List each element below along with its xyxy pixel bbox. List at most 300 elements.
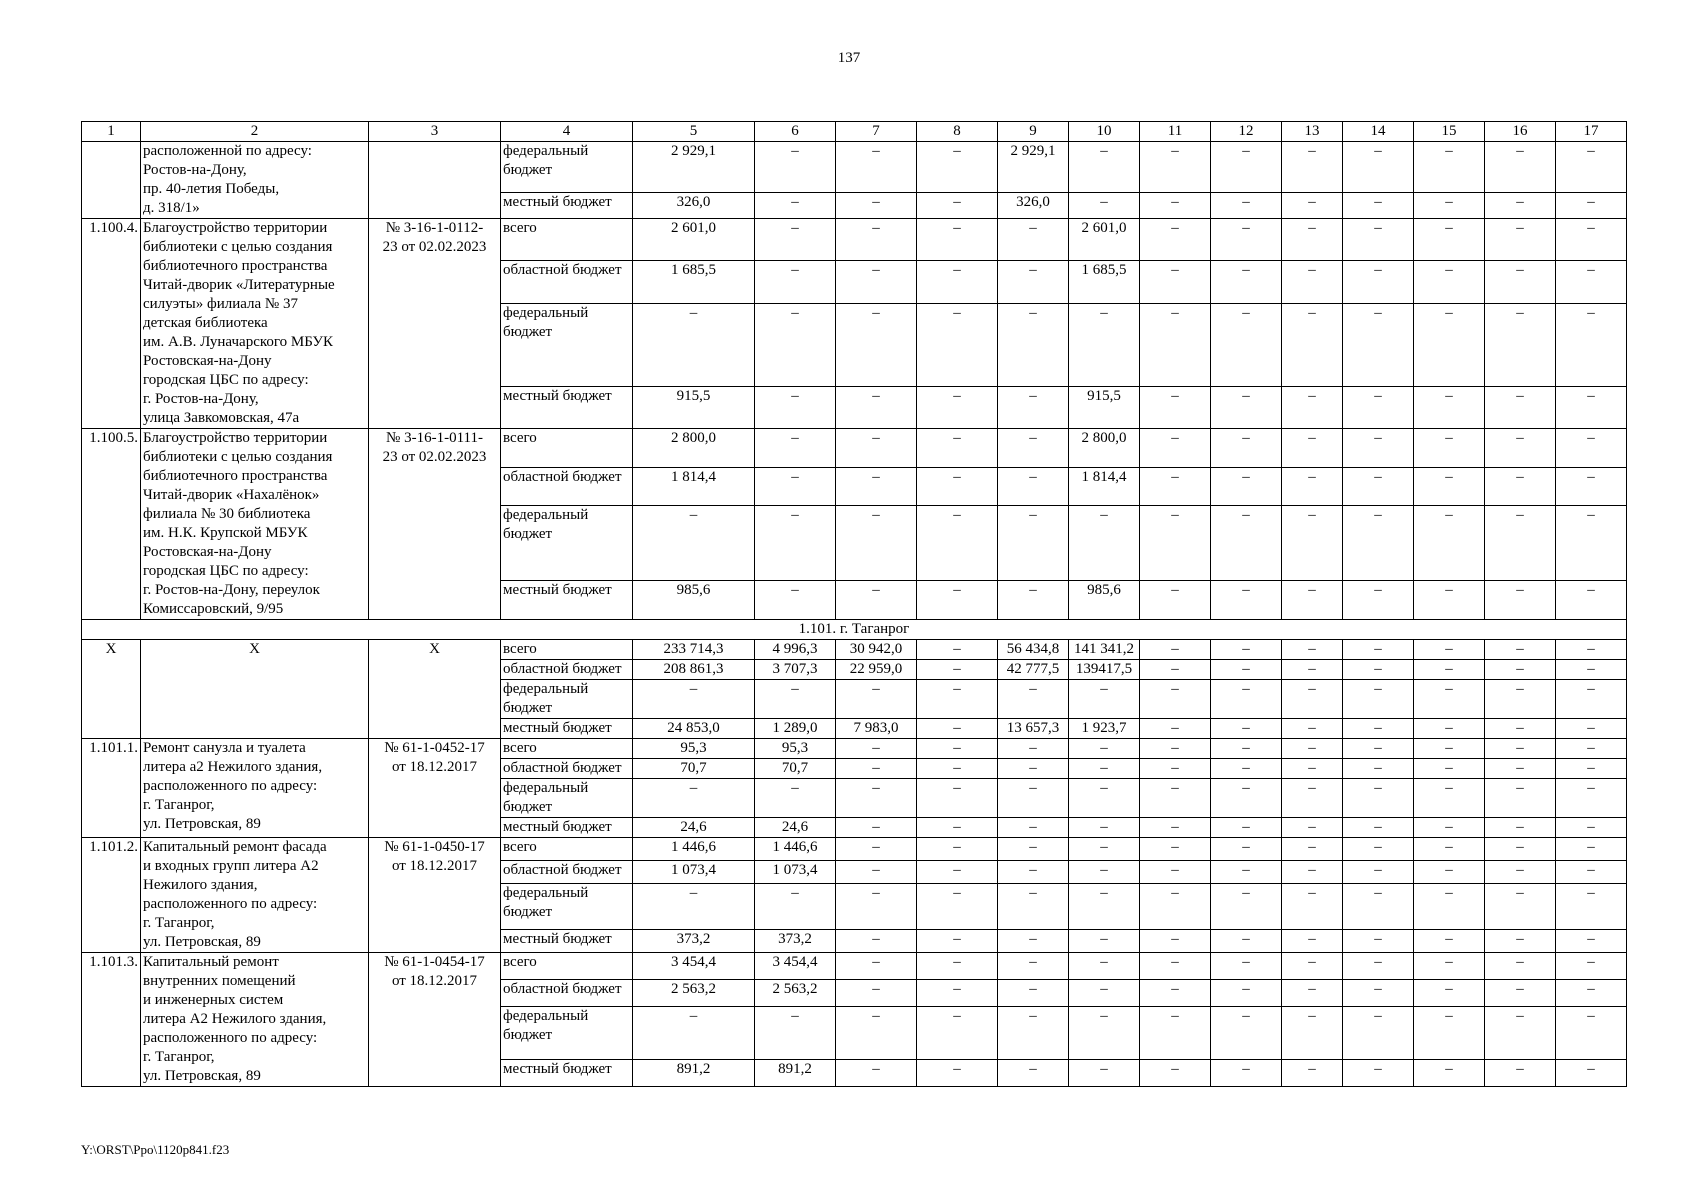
- value-cell: –: [1211, 759, 1282, 779]
- column-header: 10: [1069, 122, 1140, 142]
- funding-source: федеральный бюджет: [501, 884, 633, 929]
- value-cell: –: [1140, 429, 1211, 468]
- value-cell: –: [836, 386, 917, 428]
- value-cell: –: [1282, 192, 1343, 218]
- document-number: Х: [369, 640, 501, 739]
- value-cell: –: [1343, 739, 1414, 759]
- value-cell: –: [836, 779, 917, 818]
- value-cell: –: [1556, 142, 1627, 193]
- value-cell: –: [917, 759, 998, 779]
- column-header: 5: [633, 122, 755, 142]
- value-cell: –: [998, 953, 1069, 980]
- value-cell: –: [1414, 386, 1485, 428]
- value-cell: –: [917, 719, 998, 739]
- value-cell: 1 685,5: [633, 261, 755, 303]
- value-cell: –: [1485, 261, 1556, 303]
- value-cell: 141 341,2: [1069, 640, 1140, 660]
- value-cell: 233 714,3: [633, 640, 755, 660]
- value-cell: –: [1414, 660, 1485, 680]
- value-cell: –: [1485, 884, 1556, 929]
- value-cell: –: [1282, 861, 1343, 884]
- value-cell: –: [1485, 142, 1556, 193]
- value-cell: –: [917, 506, 998, 581]
- value-cell: –: [1282, 818, 1343, 838]
- column-header: 12: [1211, 122, 1282, 142]
- value-cell: –: [1211, 1007, 1282, 1060]
- section-title: 1.101. г. Таганрог: [82, 620, 1627, 640]
- table-row: [82, 953, 1627, 980]
- funding-source: всего: [501, 739, 633, 759]
- value-cell: –: [1211, 467, 1282, 506]
- value-cell: –: [1211, 818, 1282, 838]
- value-cell: 4 996,3: [755, 640, 836, 660]
- value-cell: –: [1069, 1059, 1140, 1086]
- value-cell: –: [1556, 818, 1627, 838]
- value-cell: –: [1211, 929, 1282, 952]
- value-cell: –: [998, 818, 1069, 838]
- value-cell: –: [1343, 303, 1414, 386]
- value-cell: –: [1211, 838, 1282, 861]
- funding-source: местный бюджет: [501, 818, 633, 838]
- value-cell: 70,7: [755, 759, 836, 779]
- value-cell: –: [917, 953, 998, 980]
- value-cell: 3 707,3: [755, 660, 836, 680]
- value-cell: –: [1414, 759, 1485, 779]
- value-cell: –: [1140, 980, 1211, 1007]
- value-cell: –: [1282, 1007, 1343, 1060]
- value-cell: –: [1556, 192, 1627, 218]
- funding-source: местный бюджет: [501, 929, 633, 952]
- value-cell: –: [998, 219, 1069, 261]
- value-cell: –: [998, 884, 1069, 929]
- value-cell: –: [1282, 759, 1343, 779]
- document-number: № 61-1-0450-17 от 18.12.2017: [369, 838, 501, 953]
- value-cell: –: [917, 739, 998, 759]
- value-cell: –: [998, 261, 1069, 303]
- value-cell: –: [1343, 386, 1414, 428]
- value-cell: –: [1343, 861, 1414, 884]
- value-cell: 1 446,6: [755, 838, 836, 861]
- value-cell: –: [1069, 303, 1140, 386]
- value-cell: –: [1211, 861, 1282, 884]
- value-cell: –: [917, 261, 998, 303]
- value-cell: –: [998, 759, 1069, 779]
- funding-source: федеральный бюджет: [501, 680, 633, 719]
- value-cell: –: [1140, 506, 1211, 581]
- column-header: 16: [1485, 122, 1556, 142]
- value-cell: –: [1556, 506, 1627, 581]
- value-cell: –: [1211, 680, 1282, 719]
- value-cell: –: [1140, 861, 1211, 884]
- funding-source: областной бюджет: [501, 467, 633, 506]
- value-cell: –: [1140, 759, 1211, 779]
- funding-source: федеральный бюджет: [501, 142, 633, 193]
- value-cell: 1 446,6: [633, 838, 755, 861]
- value-cell: –: [1414, 1059, 1485, 1086]
- value-cell: –: [836, 759, 917, 779]
- value-cell: 70,7: [633, 759, 755, 779]
- value-cell: –: [1069, 192, 1140, 218]
- document-number: № 61-1-0454-17 от 18.12.2017: [369, 953, 501, 1087]
- value-cell: –: [1343, 929, 1414, 952]
- value-cell: –: [755, 429, 836, 468]
- value-cell: –: [1556, 1059, 1627, 1086]
- value-cell: 1 289,0: [755, 719, 836, 739]
- value-cell: –: [836, 261, 917, 303]
- value-cell: –: [1556, 719, 1627, 739]
- value-cell: –: [633, 779, 755, 818]
- budget-table: [81, 121, 1627, 1087]
- value-cell: 3 454,4: [755, 953, 836, 980]
- value-cell: –: [836, 680, 917, 719]
- value-cell: –: [1414, 980, 1485, 1007]
- value-cell: –: [1140, 192, 1211, 218]
- value-cell: –: [1140, 142, 1211, 193]
- value-cell: –: [836, 1059, 917, 1086]
- funding-source: областной бюджет: [501, 759, 633, 779]
- value-cell: –: [836, 929, 917, 952]
- value-cell: –: [1485, 838, 1556, 861]
- value-cell: –: [836, 303, 917, 386]
- value-cell: –: [755, 680, 836, 719]
- value-cell: –: [917, 467, 998, 506]
- value-cell: –: [836, 739, 917, 759]
- value-cell: –: [836, 192, 917, 218]
- value-cell: –: [1140, 386, 1211, 428]
- value-cell: 24 853,0: [633, 719, 755, 739]
- value-cell: –: [998, 581, 1069, 620]
- value-cell: –: [1282, 303, 1343, 386]
- row-code: Х: [82, 640, 141, 739]
- value-cell: –: [1556, 680, 1627, 719]
- value-cell: 22 959,0: [836, 660, 917, 680]
- funding-source: областной бюджет: [501, 980, 633, 1007]
- value-cell: –: [917, 818, 998, 838]
- value-cell: –: [1556, 953, 1627, 980]
- table-row: [82, 429, 1627, 468]
- value-cell: 1 073,4: [633, 861, 755, 884]
- value-cell: –: [1556, 929, 1627, 952]
- value-cell: –: [1140, 838, 1211, 861]
- value-cell: –: [1282, 467, 1343, 506]
- value-cell: –: [1485, 980, 1556, 1007]
- value-cell: –: [1140, 261, 1211, 303]
- value-cell: –: [755, 581, 836, 620]
- value-cell: –: [1211, 219, 1282, 261]
- value-cell: 2 563,2: [755, 980, 836, 1007]
- value-cell: –: [1140, 1007, 1211, 1060]
- value-cell: –: [1282, 1059, 1343, 1086]
- value-cell: –: [917, 303, 998, 386]
- value-cell: –: [1211, 142, 1282, 193]
- funding-source: местный бюджет: [501, 386, 633, 428]
- value-cell: –: [1556, 386, 1627, 428]
- value-cell: –: [1556, 303, 1627, 386]
- value-cell: 95,3: [633, 739, 755, 759]
- value-cell: –: [917, 660, 998, 680]
- value-cell: –: [1211, 884, 1282, 929]
- value-cell: –: [1414, 303, 1485, 386]
- value-cell: –: [917, 142, 998, 193]
- value-cell: –: [755, 192, 836, 218]
- value-cell: –: [633, 303, 755, 386]
- value-cell: –: [1069, 759, 1140, 779]
- value-cell: –: [917, 929, 998, 952]
- value-cell: –: [1343, 467, 1414, 506]
- value-cell: –: [917, 1007, 998, 1060]
- value-cell: –: [1556, 660, 1627, 680]
- value-cell: –: [1343, 1059, 1414, 1086]
- value-cell: 985,6: [1069, 581, 1140, 620]
- column-header: 15: [1414, 122, 1485, 142]
- value-cell: –: [1556, 759, 1627, 779]
- value-cell: –: [917, 219, 998, 261]
- value-cell: –: [1414, 261, 1485, 303]
- value-cell: –: [1140, 953, 1211, 980]
- footer-file-path: Y:\ORST\Ppo\1120p841.f23: [81, 1142, 230, 1157]
- value-cell: –: [1343, 838, 1414, 861]
- value-cell: –: [1414, 219, 1485, 261]
- value-cell: –: [917, 429, 998, 468]
- value-cell: 2 929,1: [998, 142, 1069, 193]
- value-cell: –: [755, 142, 836, 193]
- value-cell: –: [1343, 429, 1414, 468]
- value-cell: 30 942,0: [836, 640, 917, 660]
- table-row: [82, 219, 1627, 261]
- value-cell: –: [1485, 759, 1556, 779]
- value-cell: –: [1485, 386, 1556, 428]
- value-cell: –: [1485, 779, 1556, 818]
- value-cell: –: [755, 219, 836, 261]
- value-cell: –: [755, 506, 836, 581]
- value-cell: –: [1343, 779, 1414, 818]
- funding-source: всего: [501, 953, 633, 980]
- value-cell: –: [1282, 739, 1343, 759]
- value-cell: –: [998, 779, 1069, 818]
- value-cell: –: [1211, 980, 1282, 1007]
- value-cell: 985,6: [633, 581, 755, 620]
- value-cell: –: [1211, 640, 1282, 660]
- value-cell: –: [1556, 779, 1627, 818]
- value-cell: 2 929,1: [633, 142, 755, 193]
- column-header: 4: [501, 122, 633, 142]
- column-header: 1: [82, 122, 141, 142]
- value-cell: –: [1485, 929, 1556, 952]
- value-cell: –: [1343, 640, 1414, 660]
- value-cell: –: [1414, 838, 1485, 861]
- value-cell: –: [917, 838, 998, 861]
- value-cell: –: [1556, 467, 1627, 506]
- value-cell: –: [1282, 838, 1343, 861]
- row-code: 1.100.4.: [82, 219, 141, 429]
- table-row: [82, 640, 1627, 660]
- value-cell: –: [1414, 581, 1485, 620]
- value-cell: –: [1069, 980, 1140, 1007]
- funding-source: местный бюджет: [501, 581, 633, 620]
- value-cell: –: [1282, 640, 1343, 660]
- value-cell: –: [1485, 739, 1556, 759]
- value-cell: –: [998, 506, 1069, 581]
- value-cell: 2 563,2: [633, 980, 755, 1007]
- funding-source: федеральный бюджет: [501, 1007, 633, 1060]
- value-cell: –: [1069, 861, 1140, 884]
- column-header: 17: [1556, 122, 1627, 142]
- value-cell: –: [1343, 192, 1414, 218]
- value-cell: –: [1140, 467, 1211, 506]
- column-header: 8: [917, 122, 998, 142]
- value-cell: –: [1343, 953, 1414, 980]
- value-cell: –: [917, 884, 998, 929]
- value-cell: –: [755, 1007, 836, 1060]
- document-number: № 3-16-1-0112- 23 от 02.02.2023: [369, 219, 501, 429]
- value-cell: –: [1211, 1059, 1282, 1086]
- document-number: № 3-16-1-0111- 23 от 02.02.2023: [369, 429, 501, 620]
- object-name: Ремонт санузла и туалета литера а2 Нежилого здания, расположенного по адресу: г. Таганрог, ул. Петровская, 89: [141, 739, 369, 838]
- value-cell: –: [1556, 1007, 1627, 1060]
- column-header: 7: [836, 122, 917, 142]
- value-cell: –: [998, 429, 1069, 468]
- value-cell: 1 814,4: [1069, 467, 1140, 506]
- value-cell: 7 983,0: [836, 719, 917, 739]
- value-cell: –: [1556, 838, 1627, 861]
- value-cell: –: [1485, 581, 1556, 620]
- column-header: 14: [1343, 122, 1414, 142]
- value-cell: –: [1414, 1007, 1485, 1060]
- value-cell: –: [1140, 303, 1211, 386]
- value-cell: –: [1069, 884, 1140, 929]
- value-cell: –: [917, 861, 998, 884]
- object-name: Капитальный ремонт фасада и входных групп литера А2 Нежилого здания, расположенного по адресу: г. Таганрог, ул. Петровская, 89: [141, 838, 369, 953]
- value-cell: –: [836, 818, 917, 838]
- column-header: 6: [755, 122, 836, 142]
- value-cell: –: [1485, 429, 1556, 468]
- value-cell: –: [1211, 386, 1282, 428]
- value-cell: –: [836, 219, 917, 261]
- value-cell: –: [1485, 1007, 1556, 1060]
- value-cell: –: [1140, 719, 1211, 739]
- value-cell: –: [1485, 467, 1556, 506]
- value-cell: –: [1556, 884, 1627, 929]
- value-cell: –: [917, 192, 998, 218]
- value-cell: –: [1343, 219, 1414, 261]
- value-cell: –: [1414, 719, 1485, 739]
- value-cell: 56 434,8: [998, 640, 1069, 660]
- value-cell: –: [1140, 640, 1211, 660]
- value-cell: –: [1140, 739, 1211, 759]
- value-cell: –: [1343, 1007, 1414, 1060]
- funding-source: областной бюджет: [501, 861, 633, 884]
- value-cell: –: [1211, 581, 1282, 620]
- value-cell: –: [1211, 739, 1282, 759]
- value-cell: –: [1414, 506, 1485, 581]
- value-cell: –: [755, 779, 836, 818]
- funding-source: всего: [501, 640, 633, 660]
- value-cell: –: [1485, 861, 1556, 884]
- value-cell: –: [1282, 680, 1343, 719]
- value-cell: –: [1343, 719, 1414, 739]
- value-cell: –: [1282, 980, 1343, 1007]
- value-cell: –: [1140, 219, 1211, 261]
- value-cell: –: [1343, 261, 1414, 303]
- column-header: 13: [1282, 122, 1343, 142]
- value-cell: –: [1485, 953, 1556, 980]
- value-cell: –: [998, 838, 1069, 861]
- value-cell: 2 800,0: [1069, 429, 1140, 468]
- value-cell: –: [836, 980, 917, 1007]
- row-code: 1.101.3.: [82, 953, 141, 1087]
- value-cell: –: [998, 303, 1069, 386]
- value-cell: –: [1282, 142, 1343, 193]
- value-cell: –: [1414, 142, 1485, 193]
- value-cell: –: [917, 779, 998, 818]
- value-cell: –: [1211, 779, 1282, 818]
- value-cell: –: [1211, 303, 1282, 386]
- value-cell: –: [1282, 581, 1343, 620]
- funding-source: всего: [501, 219, 633, 261]
- value-cell: –: [1556, 640, 1627, 660]
- row-code: 1.101.1.: [82, 739, 141, 838]
- value-cell: –: [1211, 261, 1282, 303]
- document-number: [369, 142, 501, 219]
- value-cell: –: [1282, 884, 1343, 929]
- value-cell: 1 073,4: [755, 861, 836, 884]
- value-cell: –: [1211, 192, 1282, 218]
- value-cell: –: [1485, 219, 1556, 261]
- value-cell: –: [836, 838, 917, 861]
- funding-source: всего: [501, 838, 633, 861]
- value-cell: –: [1414, 953, 1485, 980]
- value-cell: –: [1140, 1059, 1211, 1086]
- value-cell: –: [1069, 929, 1140, 952]
- funding-source: федеральный бюджет: [501, 303, 633, 386]
- value-cell: –: [1485, 719, 1556, 739]
- funding-source: всего: [501, 429, 633, 468]
- value-cell: 326,0: [998, 192, 1069, 218]
- value-cell: –: [836, 581, 917, 620]
- funding-source: областной бюджет: [501, 261, 633, 303]
- object-name: Капитальный ремонт внутренних помещений и инженерных систем литера А2 Нежилого здания, расположенного по адресу: г. Таганрог, ул. Петровская, 89: [141, 953, 369, 1087]
- value-cell: –: [1282, 719, 1343, 739]
- value-cell: –: [1343, 581, 1414, 620]
- funding-source: местный бюджет: [501, 719, 633, 739]
- value-cell: –: [1485, 1059, 1556, 1086]
- value-cell: –: [1069, 818, 1140, 838]
- value-cell: –: [755, 261, 836, 303]
- value-cell: –: [1343, 680, 1414, 719]
- value-cell: –: [1343, 884, 1414, 929]
- value-cell: 1 814,4: [633, 467, 755, 506]
- value-cell: –: [1211, 719, 1282, 739]
- value-cell: –: [917, 581, 998, 620]
- column-header: 11: [1140, 122, 1211, 142]
- value-cell: –: [755, 303, 836, 386]
- value-cell: –: [633, 506, 755, 581]
- value-cell: 891,2: [755, 1059, 836, 1086]
- value-cell: 915,5: [633, 386, 755, 428]
- value-cell: –: [1069, 680, 1140, 719]
- object-name: Благоустройство территории библиотеки с целью создания библиотечного пространства Читай-дворик «Нахалёнок» филиала № 30 библиотека им. Н.К. Крупской МБУК Ростовская-на-Дону городская ЦБС по адресу: г. Ростов-на-Дону, переулок Комиссаровский, 9/95: [141, 429, 369, 620]
- object-name: расположенной по адресу: Ростов-на-Дону, пр. 40-летия Победы, д. 318/1»: [141, 142, 369, 219]
- value-cell: 2 800,0: [633, 429, 755, 468]
- table-row: [82, 838, 1627, 861]
- value-cell: –: [1556, 861, 1627, 884]
- value-cell: –: [1282, 219, 1343, 261]
- value-cell: –: [1343, 759, 1414, 779]
- value-cell: –: [998, 861, 1069, 884]
- value-cell: –: [1485, 506, 1556, 581]
- section-header-row: [82, 620, 1627, 640]
- value-cell: 891,2: [633, 1059, 755, 1086]
